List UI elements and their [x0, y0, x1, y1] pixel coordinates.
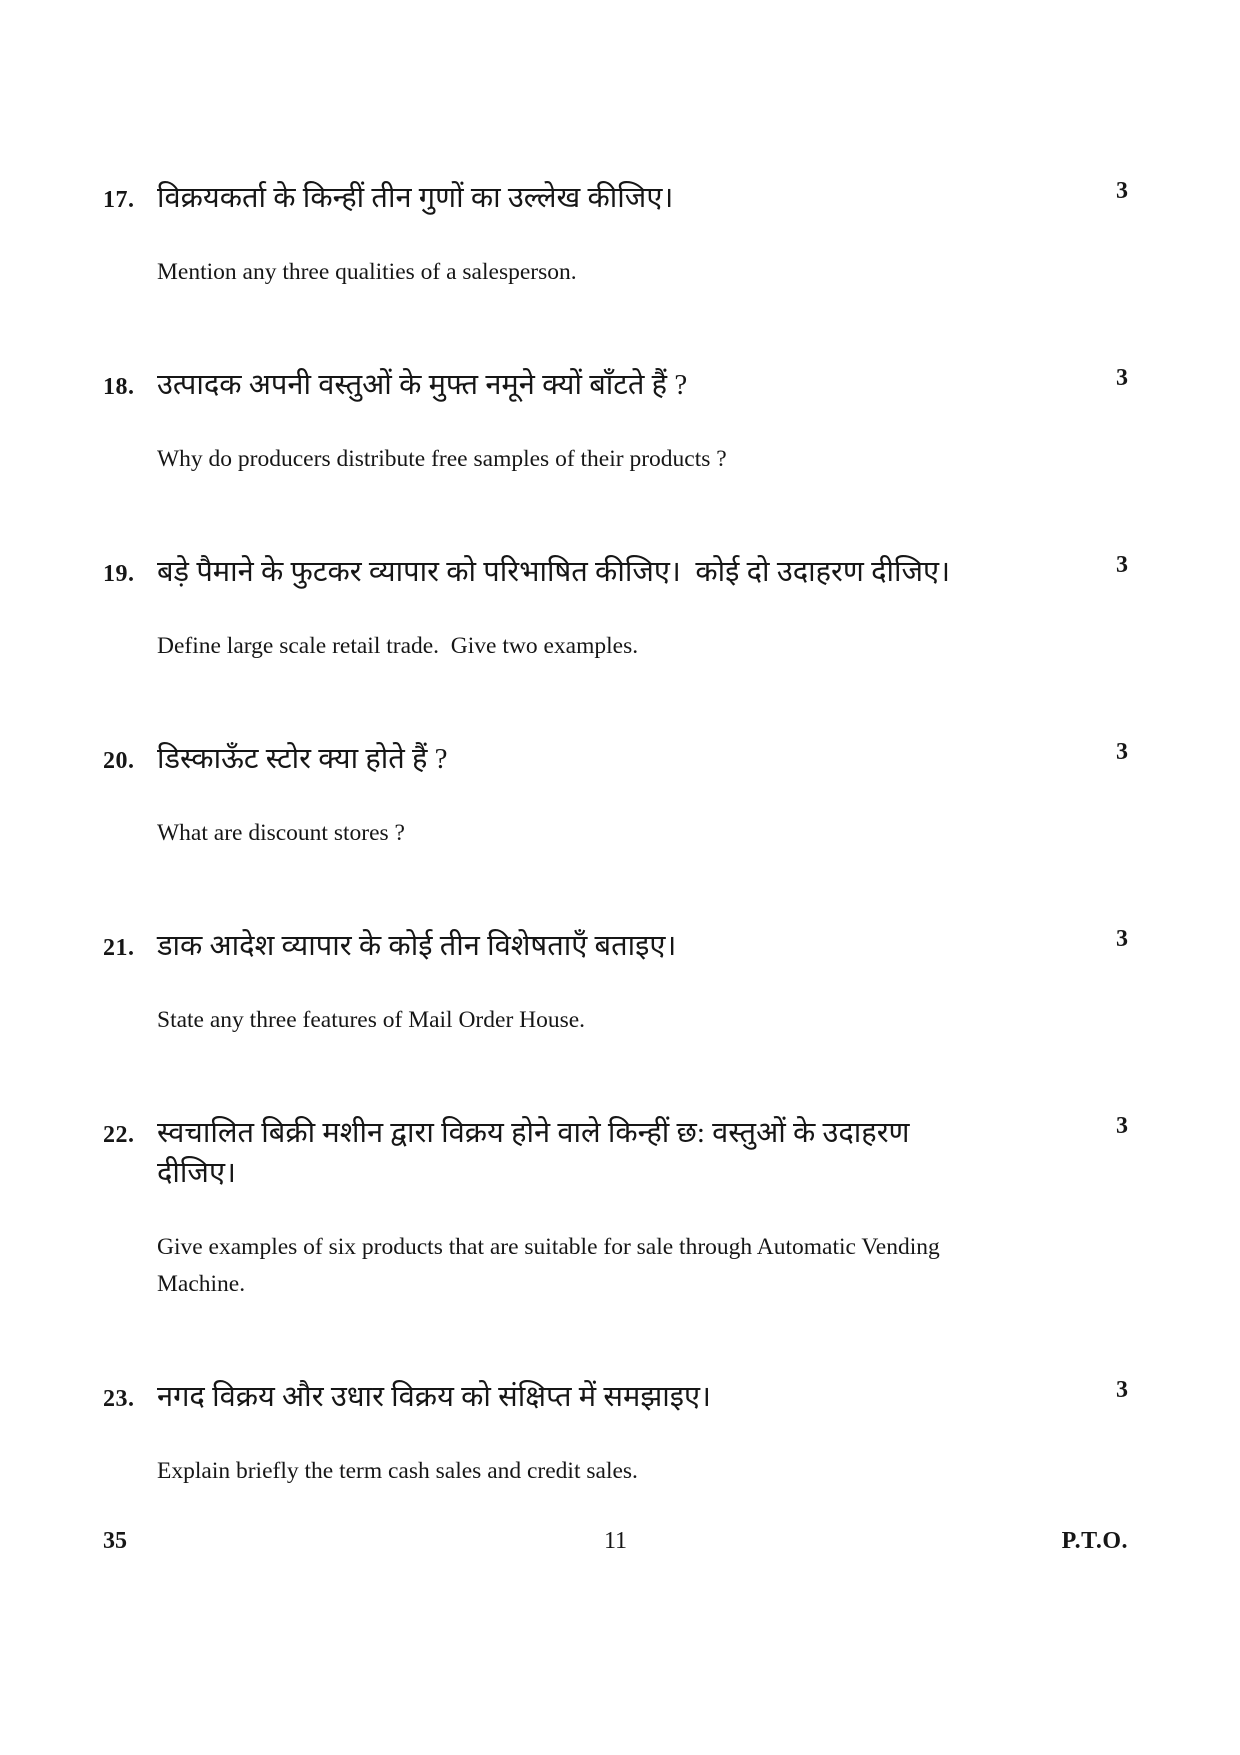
- question-text-hindi: नगद विक्रय और उधार विक्रय को संक्षिप्त में समझाइए।: [157, 1381, 712, 1413]
- question-hindi-row: [103, 1377, 1128, 1417]
- question-number: 19.: [103, 561, 135, 587]
- question-hindi-row: [103, 1113, 1128, 1193]
- question-number: 21.: [103, 935, 135, 961]
- question-number: 22.: [103, 1122, 135, 1148]
- question-number: 23.: [103, 1386, 135, 1412]
- page-number: 11: [603, 1528, 628, 1554]
- booklet-code: 35: [103, 1528, 127, 1554]
- question-marks: 3: [1116, 1113, 1128, 1139]
- question-hindi-row: [103, 926, 1128, 966]
- question-number: 18.: [103, 374, 135, 400]
- question-marks: 3: [1116, 178, 1128, 204]
- question-marks: 3: [1116, 1377, 1128, 1403]
- question-22: [103, 1113, 1128, 1303]
- question-text-english: Define large scale retail trade. Give two examples.: [157, 633, 639, 659]
- question-marks: 3: [1116, 552, 1128, 578]
- question-number: 20.: [103, 748, 135, 774]
- question-text-hindi: बड़े पैमाने के फुटकर व्यापार को परिभाषित कीजिए। कोई दो उदाहरण दीजिए।: [157, 556, 951, 588]
- question-21: [103, 926, 1128, 1039]
- question-text-english: Explain briefly the term cash sales and credit sales.: [157, 1458, 638, 1484]
- question-20: [103, 739, 1128, 852]
- questions-section: [103, 178, 1128, 1564]
- question-text-hindi: विक्रयकर्ता के किन्हीं तीन गुणों का उल्लेख कीजिए।: [157, 182, 674, 214]
- question-text-hindi: डिस्काऊँट स्टोर क्या होते हैं ?: [157, 743, 448, 775]
- question-17: [103, 178, 1128, 291]
- question-hindi-row: [103, 178, 1128, 218]
- question-text-english: Mention any three qualities of a salesperson.: [157, 259, 577, 285]
- question-marks: 3: [1116, 926, 1128, 952]
- question-text-hindi: स्वचालित बिक्री मशीन द्वारा विक्रय होने वाले किन्हीं छ: वस्तुओं के उदाहरण दीजिए।: [157, 1117, 917, 1189]
- question-text-hindi: उत्पादक अपनी वस्तुओं के मुफ्त नमूने क्यों बाँटते हैं ?: [157, 369, 688, 401]
- question-text-hindi: डाक आदेश व्यापार के कोई तीन विशेषताएँ बताइए।: [157, 930, 677, 962]
- page-footer: [103, 1528, 1128, 1555]
- question-text-english: What are discount stores ?: [157, 820, 405, 846]
- pto-label: P.T.O.: [1061, 1528, 1128, 1554]
- question-marks: 3: [1116, 739, 1128, 765]
- question-19: [103, 552, 1128, 665]
- question-number: 17.: [103, 187, 135, 213]
- question-hindi-row: [103, 739, 1128, 779]
- question-hindi-row: [103, 552, 1128, 592]
- question-hindi-row: [103, 365, 1128, 405]
- question-23: [103, 1377, 1128, 1490]
- question-18: [103, 365, 1128, 478]
- question-text-english: State any three features of Mail Order House.: [157, 1007, 586, 1033]
- question-text-english: Why do producers distribute free samples of their products ?: [157, 446, 727, 472]
- question-marks: 3: [1116, 365, 1128, 391]
- question-text-english: Give examples of six products that are suitable for sale through Automatic Vending Machine.: [157, 1234, 946, 1297]
